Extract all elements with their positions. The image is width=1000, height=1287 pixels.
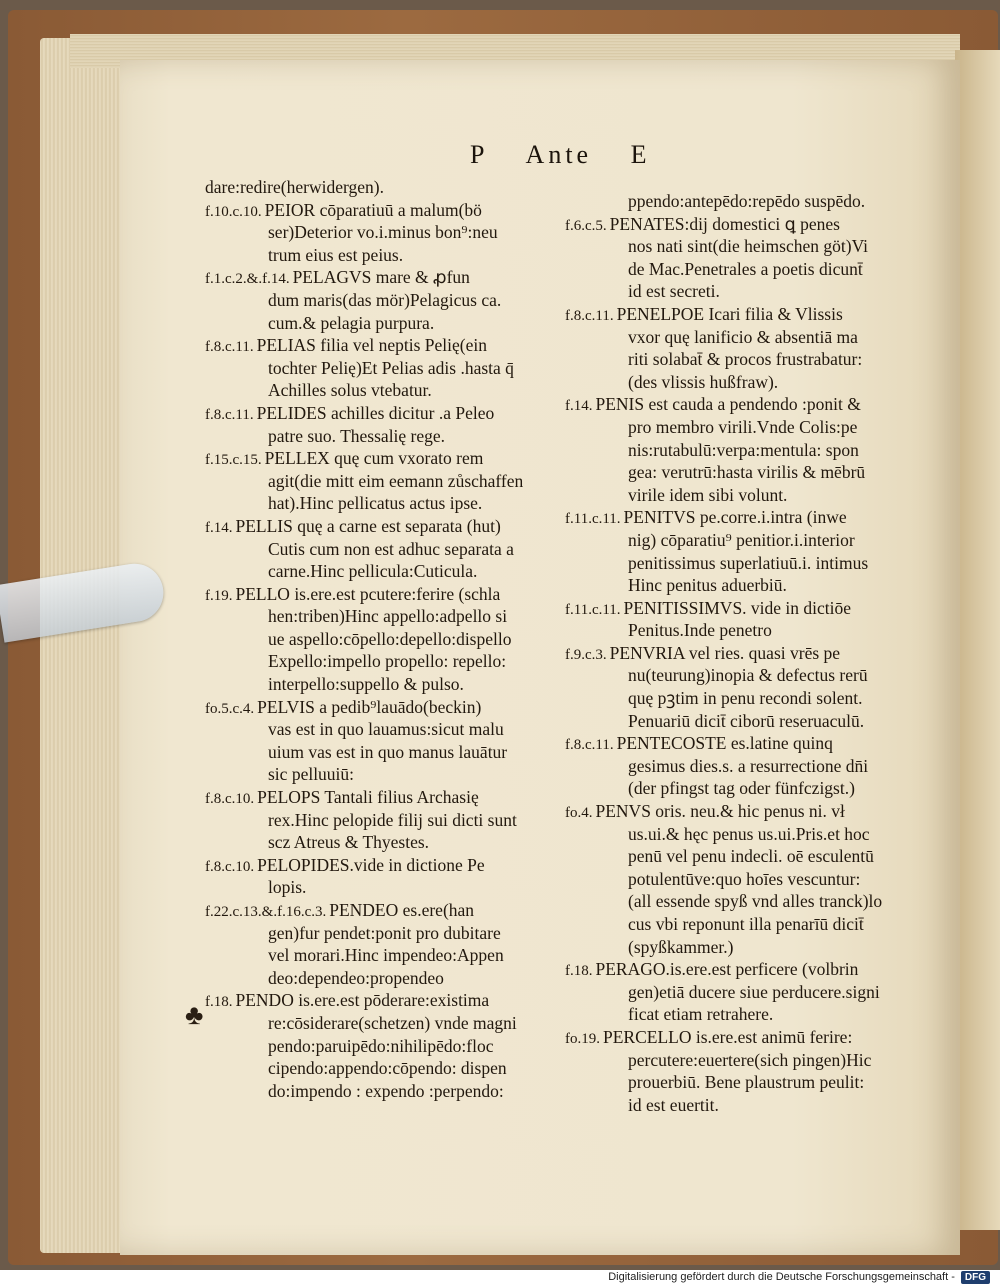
text-line bbox=[565, 958, 950, 981]
text-line bbox=[205, 786, 575, 809]
text-line bbox=[565, 506, 950, 529]
text-line bbox=[565, 484, 950, 507]
entry-text: scz Atreus & Thyestes. bbox=[268, 832, 430, 853]
text-line bbox=[205, 854, 575, 877]
text-line bbox=[205, 628, 575, 651]
entry-text: PELVIS a pedib⁹lauādo(beckin) bbox=[257, 696, 482, 717]
text-line bbox=[205, 650, 575, 673]
facing-page-edge bbox=[955, 50, 1000, 1230]
entry-text: virile idem sibi volunt. bbox=[628, 484, 788, 505]
text-line bbox=[205, 244, 575, 267]
left-column bbox=[205, 176, 575, 1102]
text-line bbox=[205, 876, 575, 899]
text-line bbox=[565, 552, 950, 575]
text-line bbox=[565, 845, 950, 868]
folio-reference: f.11.c.11. bbox=[565, 511, 621, 528]
folio-reference: f.8.c.11. bbox=[205, 339, 254, 356]
folio-reference: f.18. bbox=[205, 994, 233, 1011]
text-line bbox=[205, 334, 575, 357]
text-line bbox=[205, 1057, 575, 1080]
entry-text: potulentūve:quo hoīes vescuntur: bbox=[628, 868, 861, 889]
folio-reference: f.8.c.10. bbox=[205, 858, 255, 875]
folio-reference: f.15.c.15. bbox=[205, 452, 262, 469]
folio-reference: f.10.c.10. bbox=[205, 203, 262, 220]
text-line bbox=[565, 1094, 950, 1117]
marginal-mark: ♣ bbox=[185, 1000, 204, 1031]
entry-text: uium vas est in quo manus lauātur bbox=[268, 741, 508, 762]
entry-text: nu(teurung)inopia & defectus rerū bbox=[628, 665, 868, 686]
entry-text: hen:triben)Hinc appello:adpello si bbox=[268, 606, 508, 627]
entry-text: sic pelluuiū: bbox=[268, 764, 355, 785]
folio-reference: fo.4. bbox=[565, 805, 593, 822]
text-line bbox=[565, 280, 950, 303]
folio-reference: f.14. bbox=[565, 398, 593, 415]
folio-reference: f.22.c.13.&.f.16.c.3. bbox=[205, 904, 327, 920]
entry-text: nis:rutabulū:verpa:mentula: spon bbox=[628, 439, 859, 460]
text-line bbox=[205, 470, 575, 493]
entry-text: cus vbi reponunt illa penarīū dicit̄ bbox=[628, 914, 864, 934]
folio-reference: f.19. bbox=[205, 587, 233, 604]
entry-text: Hinc penitus aduerbiū. bbox=[628, 575, 787, 596]
text-line bbox=[565, 529, 950, 552]
text-line bbox=[205, 379, 575, 402]
entry-text: hat).Hinc pellicatus actus ipse. bbox=[268, 493, 483, 514]
entry-text: (der pfingst tag oder fünfczigst.) bbox=[628, 778, 855, 799]
entry-text: ppendo:antepēdo:repēdo suspēdo. bbox=[628, 191, 866, 211]
entry-text: PELOPIDES.vide in dictione Pe bbox=[257, 854, 485, 875]
text-line bbox=[565, 1071, 950, 1094]
entry-text: PENITVS pe.corre.i.intra (inwe bbox=[623, 507, 847, 528]
entry-text: vxor quę lanificio & absentiā ma bbox=[628, 326, 858, 347]
entry-text: re:cōsiderare(schetzen) vnde magni bbox=[268, 1012, 517, 1033]
entry-text: do:impendo : expendo :perpendo: bbox=[268, 1080, 504, 1101]
text-line bbox=[205, 944, 575, 967]
entry-text: nos nati sint(die heimschen göt)Vi bbox=[628, 236, 869, 257]
text-line bbox=[205, 673, 575, 696]
entry-text: tochter Pelię)Et Pelias adis .hasta q̄ bbox=[268, 357, 514, 378]
entry-text: vel morari.Hinc impendeo:Appen bbox=[268, 945, 504, 966]
entry-text: gesimus dies.s. a resurrectione dn̄i bbox=[628, 755, 869, 776]
text-line bbox=[565, 1049, 950, 1072]
entry-text: PELIDES achilles dicitur .a Peleo bbox=[256, 402, 495, 423]
entry-text: (des vlissis hußfraw). bbox=[628, 371, 779, 392]
text-line bbox=[565, 326, 950, 349]
text-line bbox=[565, 190, 950, 213]
entry-text: penitissimus superlatiuū.i. intimus bbox=[628, 552, 869, 573]
entry-text: id est secreti. bbox=[628, 281, 720, 302]
text-line bbox=[565, 800, 950, 823]
text-line bbox=[565, 642, 950, 665]
entry-text: PENTECOSTE es.latine quinq bbox=[616, 733, 833, 754]
text-line bbox=[565, 710, 950, 733]
folio-reference: f.1.c.2.&.f.14. bbox=[205, 271, 290, 288]
running-header bbox=[470, 140, 678, 174]
entry-text: ue aspello:cōpello:depello:dispello bbox=[268, 628, 512, 649]
text-line bbox=[205, 696, 575, 719]
text-line bbox=[565, 303, 950, 326]
entry-text: id est euertit. bbox=[628, 1094, 719, 1115]
entry-text: PELAGVS mare & ꝓfun bbox=[292, 267, 470, 288]
text-line bbox=[565, 777, 950, 800]
text-line bbox=[565, 823, 950, 846]
text-line bbox=[565, 890, 950, 913]
entry-text: PELLO is.ere.est pcutere:ferire (schla bbox=[235, 583, 501, 604]
entry-text: PERAGO.is.ere.est perficere (volbrin bbox=[595, 959, 859, 980]
text-line bbox=[205, 989, 575, 1012]
entry-text: pendo:paruipēdo:nihilipēdo:floc bbox=[268, 1035, 494, 1056]
text-line bbox=[565, 868, 950, 891]
entry-text: percutere:euertere(sich pingen)Hic bbox=[628, 1049, 872, 1070]
text-line bbox=[565, 393, 950, 416]
text-line bbox=[205, 967, 575, 990]
entry-text: carne.Hinc pellicula:Cuticula. bbox=[268, 561, 478, 582]
text-line bbox=[205, 605, 575, 628]
entry-text: vas est in quo lauamus:sicut malu bbox=[268, 719, 504, 740]
footer-credit bbox=[608, 1269, 990, 1285]
folio-reference: f.8.c.11. bbox=[565, 307, 614, 324]
entry-text: ser)Deterior vo.i.minus bon⁹:neu bbox=[268, 222, 498, 243]
text-line bbox=[205, 312, 575, 335]
text-line bbox=[565, 664, 950, 687]
header-letter-right: E bbox=[630, 140, 651, 169]
text-line bbox=[565, 371, 950, 394]
footer-text: Digitalisierung gefördert durch die Deutsche Forschungsgemeinschaft - bbox=[608, 1271, 955, 1283]
text-line bbox=[205, 831, 575, 854]
entry-text: pro membro virili.Vnde Colis:pe bbox=[628, 416, 858, 437]
entry-text: PELOPS Tantali filius Archasię bbox=[257, 787, 479, 808]
entry-text: rex.Hinc pelopide filij sui dicti sunt bbox=[268, 809, 517, 830]
text-line bbox=[565, 574, 950, 597]
entry-text: PENITISSIMVS. vide in dictiōe bbox=[623, 597, 852, 618]
entry-text: trum eius est peius. bbox=[268, 244, 404, 265]
entry-text: PERCELLO is.ere.est animū ferire: bbox=[603, 1026, 853, 1047]
entry-text: cum.& pelagia purpura. bbox=[268, 312, 435, 333]
folio-reference: f.8.c.10. bbox=[205, 791, 255, 808]
entry-text: prouerbiū. Bene plaustrum peulit: bbox=[628, 1072, 865, 1093]
text-line bbox=[205, 289, 575, 312]
folio-reference: fo.19. bbox=[565, 1030, 600, 1047]
text-line bbox=[565, 936, 950, 959]
folio-reference: fo.5.c.4. bbox=[205, 700, 255, 717]
folio-reference: f.8.c.11. bbox=[205, 406, 254, 423]
entry-text: lopis. bbox=[268, 877, 307, 898]
text-line bbox=[205, 899, 575, 922]
entry-text: PENIS est cauda a pendendo :ponit & bbox=[595, 394, 861, 415]
text-line bbox=[205, 1035, 575, 1058]
text-line bbox=[565, 416, 950, 439]
entry-text: Cutis cum non est adhuc separata a bbox=[268, 538, 514, 559]
text-line bbox=[205, 402, 575, 425]
text-line bbox=[205, 447, 575, 470]
entry-text: PELLIS quę a carne est separata (hut) bbox=[235, 515, 501, 536]
text-line bbox=[205, 357, 575, 380]
entry-text: agit(die mitt eim eemann zůschaffen bbox=[268, 470, 524, 491]
text-line bbox=[565, 1026, 950, 1049]
entry-text: Expello:impello propello: repello: bbox=[268, 651, 507, 672]
text-line bbox=[565, 439, 950, 462]
text-line bbox=[205, 763, 575, 786]
entry-text: ficat etiam retrahere. bbox=[628, 1004, 774, 1025]
header-letter-left: P bbox=[470, 140, 489, 169]
entry-text: PENDO is.ere.est pōderare:existima bbox=[235, 990, 490, 1011]
text-line bbox=[565, 687, 950, 710]
header-word: Ante bbox=[525, 140, 593, 169]
text-line bbox=[565, 258, 950, 281]
text-line bbox=[565, 235, 950, 258]
folio-reference: f.11.c.11. bbox=[565, 601, 621, 618]
text-line bbox=[565, 461, 950, 484]
dfg-logo: DFG bbox=[961, 1271, 990, 1284]
entry-text: us.ui.& hęc penus us.ui.Pris.et hoc bbox=[628, 823, 870, 844]
text-line bbox=[205, 266, 575, 289]
entry-text: gen)fur pendet:ponit pro dubitare bbox=[268, 922, 501, 943]
text-line bbox=[205, 515, 575, 538]
text-line bbox=[565, 348, 950, 371]
entry-text: interpello:suppello & pulso. bbox=[268, 674, 464, 695]
entry-text: dum maris(das mör)Pelagicus ca. bbox=[268, 289, 502, 310]
text-line bbox=[205, 560, 575, 583]
entry-text: de Mac.Penetrales a poetis dicunt̄ bbox=[628, 258, 863, 279]
entry-text: PENVRIA vel ries. quasi vrēs pe bbox=[609, 642, 841, 663]
entry-text: gea: verutrū:hasta virilis & mēbrū bbox=[628, 462, 866, 483]
entry-text: nig) cōparatiu⁹ penitior.i.interior bbox=[628, 529, 855, 550]
text-line bbox=[205, 538, 575, 561]
text-line bbox=[565, 981, 950, 1004]
entry-text: PENVS oris. neu.& hic penus ni. vł bbox=[595, 801, 845, 822]
entry-text: Penitus.Inde penetro bbox=[628, 620, 772, 641]
entry-text: riti solabat̄ & procos frustrabatur: bbox=[628, 349, 863, 370]
entry-text: Achilles solus vtebatur. bbox=[268, 380, 432, 401]
folio-reference: f.14. bbox=[205, 519, 233, 536]
text-line bbox=[565, 732, 950, 755]
entry-text: PENELPOE Icari filia & Vlissis bbox=[616, 303, 843, 324]
text-line bbox=[205, 741, 575, 764]
text-line bbox=[205, 583, 575, 606]
text-line bbox=[565, 213, 950, 236]
text-line bbox=[205, 425, 575, 448]
folio-reference: f.18. bbox=[565, 963, 593, 980]
text-line bbox=[565, 913, 950, 936]
text-line bbox=[205, 1012, 575, 1035]
entry-text: quę pꝫtim in penu recondi solent. bbox=[628, 688, 863, 709]
entry-text: PENATES:dij domestici ꝗ penes bbox=[609, 213, 840, 234]
text-line bbox=[205, 809, 575, 832]
folio-reference: f.6.c.5. bbox=[565, 217, 607, 234]
entry-text: PEIOR cōparatiuū a malum(bö bbox=[264, 199, 482, 220]
text-line bbox=[565, 1003, 950, 1026]
entry-text: (spyßkammer.) bbox=[628, 936, 734, 957]
folio-reference: f.9.c.3. bbox=[565, 646, 607, 663]
text-line bbox=[205, 718, 575, 741]
entry-text: deo:dependeo:propendeo bbox=[268, 967, 444, 988]
text-line bbox=[205, 221, 575, 244]
entry-text: PELLEX quę cum vxorato rem bbox=[264, 448, 484, 469]
text-line bbox=[205, 492, 575, 515]
entry-text: patre suo. Thessalię rege. bbox=[268, 425, 446, 446]
right-column bbox=[565, 190, 950, 1116]
text-line bbox=[205, 199, 575, 222]
text-line bbox=[565, 619, 950, 642]
entry-text: PENDEO es.ere(han bbox=[329, 900, 475, 920]
entry-text: penū vel penu indecli. oē esculentū bbox=[628, 846, 874, 867]
text-line bbox=[565, 755, 950, 778]
folio-reference: f.8.c.11. bbox=[565, 737, 614, 754]
text-line bbox=[205, 1080, 575, 1103]
entry-text: PELIAS filia vel neptis Pelię(ein bbox=[256, 335, 487, 356]
text-line bbox=[565, 597, 950, 620]
text-line bbox=[205, 176, 575, 199]
entry-text: cipendo:appendo:cōpendo: dispen bbox=[268, 1058, 507, 1079]
entry-text: dare:redire(herwidergen). bbox=[205, 177, 384, 197]
entry-text: (all essende spyß vnd alles tranck)lo bbox=[628, 891, 883, 912]
entry-text: Penuariū dicit̄ ciborū reseruaculū. bbox=[628, 710, 865, 731]
text-line bbox=[205, 922, 575, 945]
entry-text: gen)etiā ducere siue perducere.signi bbox=[628, 981, 880, 1002]
